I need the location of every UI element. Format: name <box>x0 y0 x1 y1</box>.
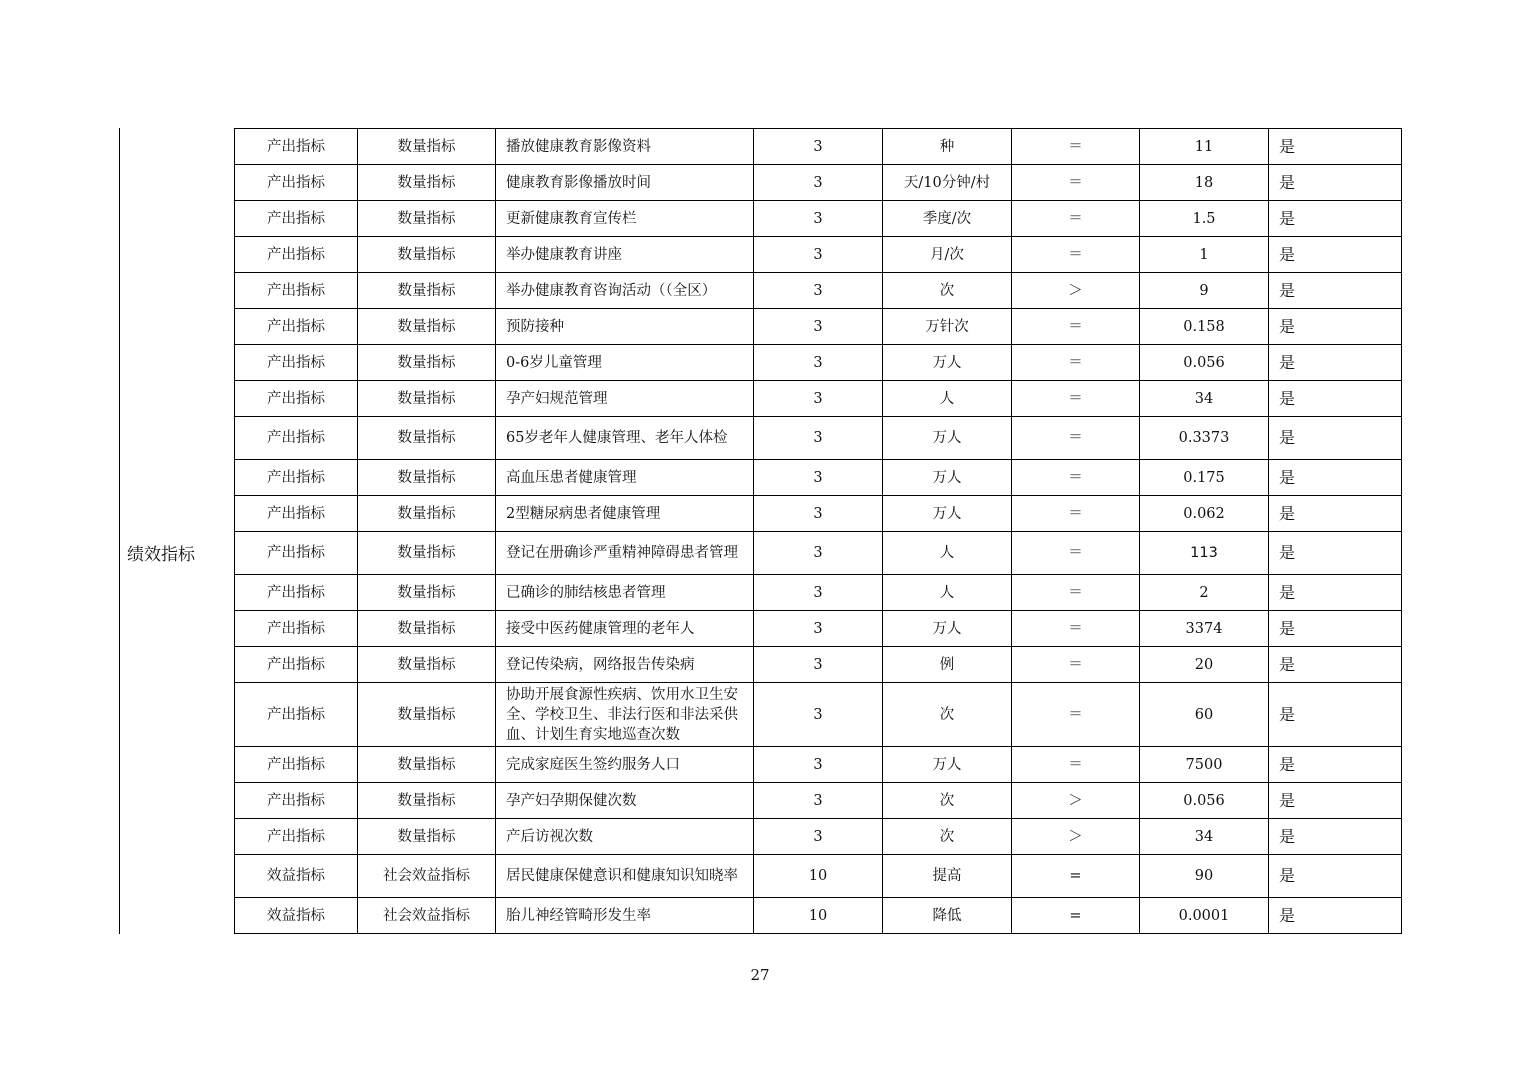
target-value-cell: 0.062 <box>1140 496 1269 532</box>
table-row <box>235 309 1402 345</box>
operator-cell: ＝ <box>1012 496 1140 532</box>
operator-cell: ＝ <box>1012 647 1140 683</box>
outer-left-border <box>119 128 120 934</box>
completed-cell: 是 <box>1269 309 1402 345</box>
indicator-name-cell: 登记在册确诊严重精神障碍患者管理 <box>496 532 754 575</box>
level2-cell: 数量指标 <box>358 532 496 575</box>
table-row <box>235 855 1402 898</box>
target-value-cell: 18 <box>1140 165 1269 201</box>
completed-cell: 是 <box>1269 819 1402 855</box>
level1-cell: 产出指标 <box>235 381 358 417</box>
level1-cell: 产出指标 <box>235 783 358 819</box>
unit-cell: 万人 <box>883 460 1012 496</box>
level2-cell: 数量指标 <box>358 237 496 273</box>
indicator-name-cell: 登记传染病，网络报告传染病 <box>496 647 754 683</box>
target-value-cell: 20 <box>1140 647 1269 683</box>
target-value-cell: 34 <box>1140 381 1269 417</box>
unit-cell: 例 <box>883 647 1012 683</box>
completed-cell: 是 <box>1269 532 1402 575</box>
level1-cell: 产出指标 <box>235 237 358 273</box>
level2-cell: 数量指标 <box>358 647 496 683</box>
unit-cell: 万人 <box>883 747 1012 783</box>
completed-cell: 是 <box>1269 345 1402 381</box>
table-row <box>235 683 1402 747</box>
table-row <box>235 237 1402 273</box>
operator-cell: ＝ <box>1012 460 1140 496</box>
target-value-cell: 3374 <box>1140 611 1269 647</box>
level1-cell: 产出指标 <box>235 201 358 237</box>
unit-cell: 人 <box>883 575 1012 611</box>
level2-cell: 数量指标 <box>358 165 496 201</box>
table-row <box>235 611 1402 647</box>
level1-cell: 产出指标 <box>235 532 358 575</box>
level2-cell: 数量指标 <box>358 611 496 647</box>
target-value-cell: 0.158 <box>1140 309 1269 345</box>
target-value-cell: 34 <box>1140 819 1269 855</box>
table-row <box>235 165 1402 201</box>
level2-cell: 数量指标 <box>358 496 496 532</box>
target-value-cell: 113 <box>1140 532 1269 575</box>
operator-cell: ＝ <box>1012 575 1140 611</box>
weight-cell: 3 <box>754 460 883 496</box>
unit-cell: 月/次 <box>883 237 1012 273</box>
weight-cell: 10 <box>754 898 883 934</box>
completed-cell: 是 <box>1269 496 1402 532</box>
unit-cell: 次 <box>883 783 1012 819</box>
indicator-name-cell: 接受中医药健康管理的老年人 <box>496 611 754 647</box>
operator-cell: ＝ <box>1012 381 1140 417</box>
completed-cell: 是 <box>1269 783 1402 819</box>
operator-cell: ＝ <box>1012 201 1140 237</box>
level1-cell: 产出指标 <box>235 496 358 532</box>
unit-cell: 种 <box>883 129 1012 165</box>
table-row <box>235 460 1402 496</box>
unit-cell: 天/10分钟/村 <box>883 165 1012 201</box>
indicator-name-cell: 完成家庭医生签约服务人口 <box>496 747 754 783</box>
indicator-name-cell: 孕产妇孕期保健次数 <box>496 783 754 819</box>
level2-cell: 社会效益指标 <box>358 855 496 898</box>
level1-cell: 产出指标 <box>235 417 358 460</box>
table-body <box>235 129 1402 934</box>
level1-cell: 产出指标 <box>235 309 358 345</box>
target-value-cell: 0.0001 <box>1140 898 1269 934</box>
level2-cell: 数量指标 <box>358 201 496 237</box>
unit-cell: 万针次 <box>883 309 1012 345</box>
unit-cell: 万人 <box>883 417 1012 460</box>
unit-cell: 人 <box>883 532 1012 575</box>
level2-cell: 数量指标 <box>358 460 496 496</box>
level2-cell: 数量指标 <box>358 683 496 747</box>
indicator-name-cell: 产后访视次数 <box>496 819 754 855</box>
target-value-cell: 0.175 <box>1140 460 1269 496</box>
completed-cell: 是 <box>1269 855 1402 898</box>
table-row <box>235 819 1402 855</box>
completed-cell: 是 <box>1269 611 1402 647</box>
level1-cell: 产出指标 <box>235 611 358 647</box>
indicator-name-cell: 居民健康保健意识和健康知识知晓率 <box>496 855 754 898</box>
indicator-name-cell: 高血压患者健康管理 <box>496 460 754 496</box>
table-row <box>235 783 1402 819</box>
indicator-name-cell: 协助开展食源性疾病、饮用水卫生安全、学校卫生、非法行医和非法采供血、计划生育实地巡查次数 <box>496 683 754 747</box>
unit-cell: 次 <box>883 819 1012 855</box>
unit-cell: 万人 <box>883 611 1012 647</box>
completed-cell: 是 <box>1269 747 1402 783</box>
indicator-name-cell: 胎儿神经管畸形发生率 <box>496 898 754 934</box>
indicator-name-cell: 0-6岁儿童管理 <box>496 345 754 381</box>
level2-cell: 数量指标 <box>358 381 496 417</box>
level1-cell: 产出指标 <box>235 683 358 747</box>
weight-cell: 3 <box>754 381 883 417</box>
weight-cell: 3 <box>754 309 883 345</box>
target-value-cell: 0.056 <box>1140 345 1269 381</box>
weight-cell: 3 <box>754 819 883 855</box>
completed-cell: 是 <box>1269 460 1402 496</box>
table-row <box>235 381 1402 417</box>
level1-cell: 产出指标 <box>235 575 358 611</box>
section-label: 绩效指标 <box>127 545 195 565</box>
completed-cell: 是 <box>1269 381 1402 417</box>
operator-cell: ＝ <box>1012 611 1140 647</box>
unit-cell: 万人 <box>883 345 1012 381</box>
level1-cell: 产出指标 <box>235 819 358 855</box>
table-row <box>235 417 1402 460</box>
weight-cell: 3 <box>754 783 883 819</box>
weight-cell: 3 <box>754 496 883 532</box>
unit-cell: 提高 <box>883 855 1012 898</box>
unit-cell: 万人 <box>883 496 1012 532</box>
operator-cell: = <box>1012 898 1140 934</box>
level1-cell: 产出指标 <box>235 273 358 309</box>
weight-cell: 3 <box>754 273 883 309</box>
weight-cell: 3 <box>754 129 883 165</box>
indicator-name-cell: 举办健康教育咨询活动（（全区） <box>496 273 754 309</box>
indicator-name-cell: 更新健康教育宣传栏 <box>496 201 754 237</box>
weight-cell: 3 <box>754 647 883 683</box>
level2-cell: 数量指标 <box>358 273 496 309</box>
weight-cell: 3 <box>754 532 883 575</box>
operator-cell: ＞ <box>1012 819 1140 855</box>
table-row <box>235 496 1402 532</box>
level2-cell: 数量指标 <box>358 345 496 381</box>
weight-cell: 3 <box>754 747 883 783</box>
completed-cell: 是 <box>1269 575 1402 611</box>
completed-cell: 是 <box>1269 165 1402 201</box>
page-number: 27 <box>750 966 770 984</box>
target-value-cell: 0.3373 <box>1140 417 1269 460</box>
indicator-name-cell: 预防接种 <box>496 309 754 345</box>
completed-cell: 是 <box>1269 201 1402 237</box>
target-value-cell: 7500 <box>1140 747 1269 783</box>
table-row <box>235 532 1402 575</box>
weight-cell: 3 <box>754 417 883 460</box>
target-value-cell: 9 <box>1140 273 1269 309</box>
level2-cell: 数量指标 <box>358 129 496 165</box>
completed-cell: 是 <box>1269 273 1402 309</box>
level2-cell: 数量指标 <box>358 417 496 460</box>
weight-cell: 3 <box>754 345 883 381</box>
completed-cell: 是 <box>1269 237 1402 273</box>
level1-cell: 产出指标 <box>235 165 358 201</box>
operator-cell: = <box>1012 855 1140 898</box>
table-row <box>235 898 1402 934</box>
target-value-cell: 11 <box>1140 129 1269 165</box>
table-row <box>235 273 1402 309</box>
indicator-name-cell: 2型糖尿病患者健康管理 <box>496 496 754 532</box>
level1-cell: 效益指标 <box>235 898 358 934</box>
table-row <box>235 345 1402 381</box>
operator-cell: ＝ <box>1012 417 1140 460</box>
operator-cell: ＝ <box>1012 165 1140 201</box>
indicator-name-cell: 举办健康教育讲座 <box>496 237 754 273</box>
target-value-cell: 1.5 <box>1140 201 1269 237</box>
level1-cell: 产出指标 <box>235 747 358 783</box>
indicator-name-cell: 播放健康教育影像资料 <box>496 129 754 165</box>
operator-cell: ＝ <box>1012 129 1140 165</box>
completed-cell: 是 <box>1269 683 1402 747</box>
operator-cell: ＞ <box>1012 273 1140 309</box>
target-value-cell: 2 <box>1140 575 1269 611</box>
operator-cell: ＞ <box>1012 783 1140 819</box>
operator-cell: ＝ <box>1012 532 1140 575</box>
level1-cell: 产出指标 <box>235 460 358 496</box>
completed-cell: 是 <box>1269 417 1402 460</box>
weight-cell: 3 <box>754 611 883 647</box>
target-value-cell: 1 <box>1140 237 1269 273</box>
weight-cell: 3 <box>754 201 883 237</box>
unit-cell: 人 <box>883 381 1012 417</box>
completed-cell: 是 <box>1269 898 1402 934</box>
level2-cell: 数量指标 <box>358 783 496 819</box>
level2-cell: 数量指标 <box>358 747 496 783</box>
operator-cell: ＝ <box>1012 345 1140 381</box>
table-row <box>235 201 1402 237</box>
target-value-cell: 0.056 <box>1140 783 1269 819</box>
indicator-name-cell: 65岁老年人健康管理、老年人体检 <box>496 417 754 460</box>
target-value-cell: 90 <box>1140 855 1269 898</box>
weight-cell: 3 <box>754 165 883 201</box>
completed-cell: 是 <box>1269 129 1402 165</box>
operator-cell: ＝ <box>1012 683 1140 747</box>
level1-cell: 产出指标 <box>235 129 358 165</box>
indicator-name-cell: 已确诊的肺结核患者管理 <box>496 575 754 611</box>
weight-cell: 3 <box>754 575 883 611</box>
level2-cell: 数量指标 <box>358 309 496 345</box>
level2-cell: 数量指标 <box>358 575 496 611</box>
level1-cell: 产出指标 <box>235 345 358 381</box>
target-value-cell: 60 <box>1140 683 1269 747</box>
level1-cell: 效益指标 <box>235 855 358 898</box>
operator-cell: ＝ <box>1012 309 1140 345</box>
level2-cell: 数量指标 <box>358 819 496 855</box>
unit-cell: 次 <box>883 273 1012 309</box>
unit-cell: 季度/次 <box>883 201 1012 237</box>
table-row <box>235 575 1402 611</box>
completed-cell: 是 <box>1269 647 1402 683</box>
weight-cell: 3 <box>754 683 883 747</box>
table-row <box>235 647 1402 683</box>
level1-cell: 产出指标 <box>235 647 358 683</box>
weight-cell: 3 <box>754 237 883 273</box>
indicator-name-cell: 健康教育影像播放时间 <box>496 165 754 201</box>
performance-indicator-table <box>234 128 1402 934</box>
table-row <box>235 747 1402 783</box>
indicator-name-cell: 孕产妇规范管理 <box>496 381 754 417</box>
unit-cell: 降低 <box>883 898 1012 934</box>
unit-cell: 次 <box>883 683 1012 747</box>
table-row <box>235 129 1402 165</box>
weight-cell: 10 <box>754 855 883 898</box>
level2-cell: 社会效益指标 <box>358 898 496 934</box>
operator-cell: ＝ <box>1012 237 1140 273</box>
operator-cell: ＝ <box>1012 747 1140 783</box>
